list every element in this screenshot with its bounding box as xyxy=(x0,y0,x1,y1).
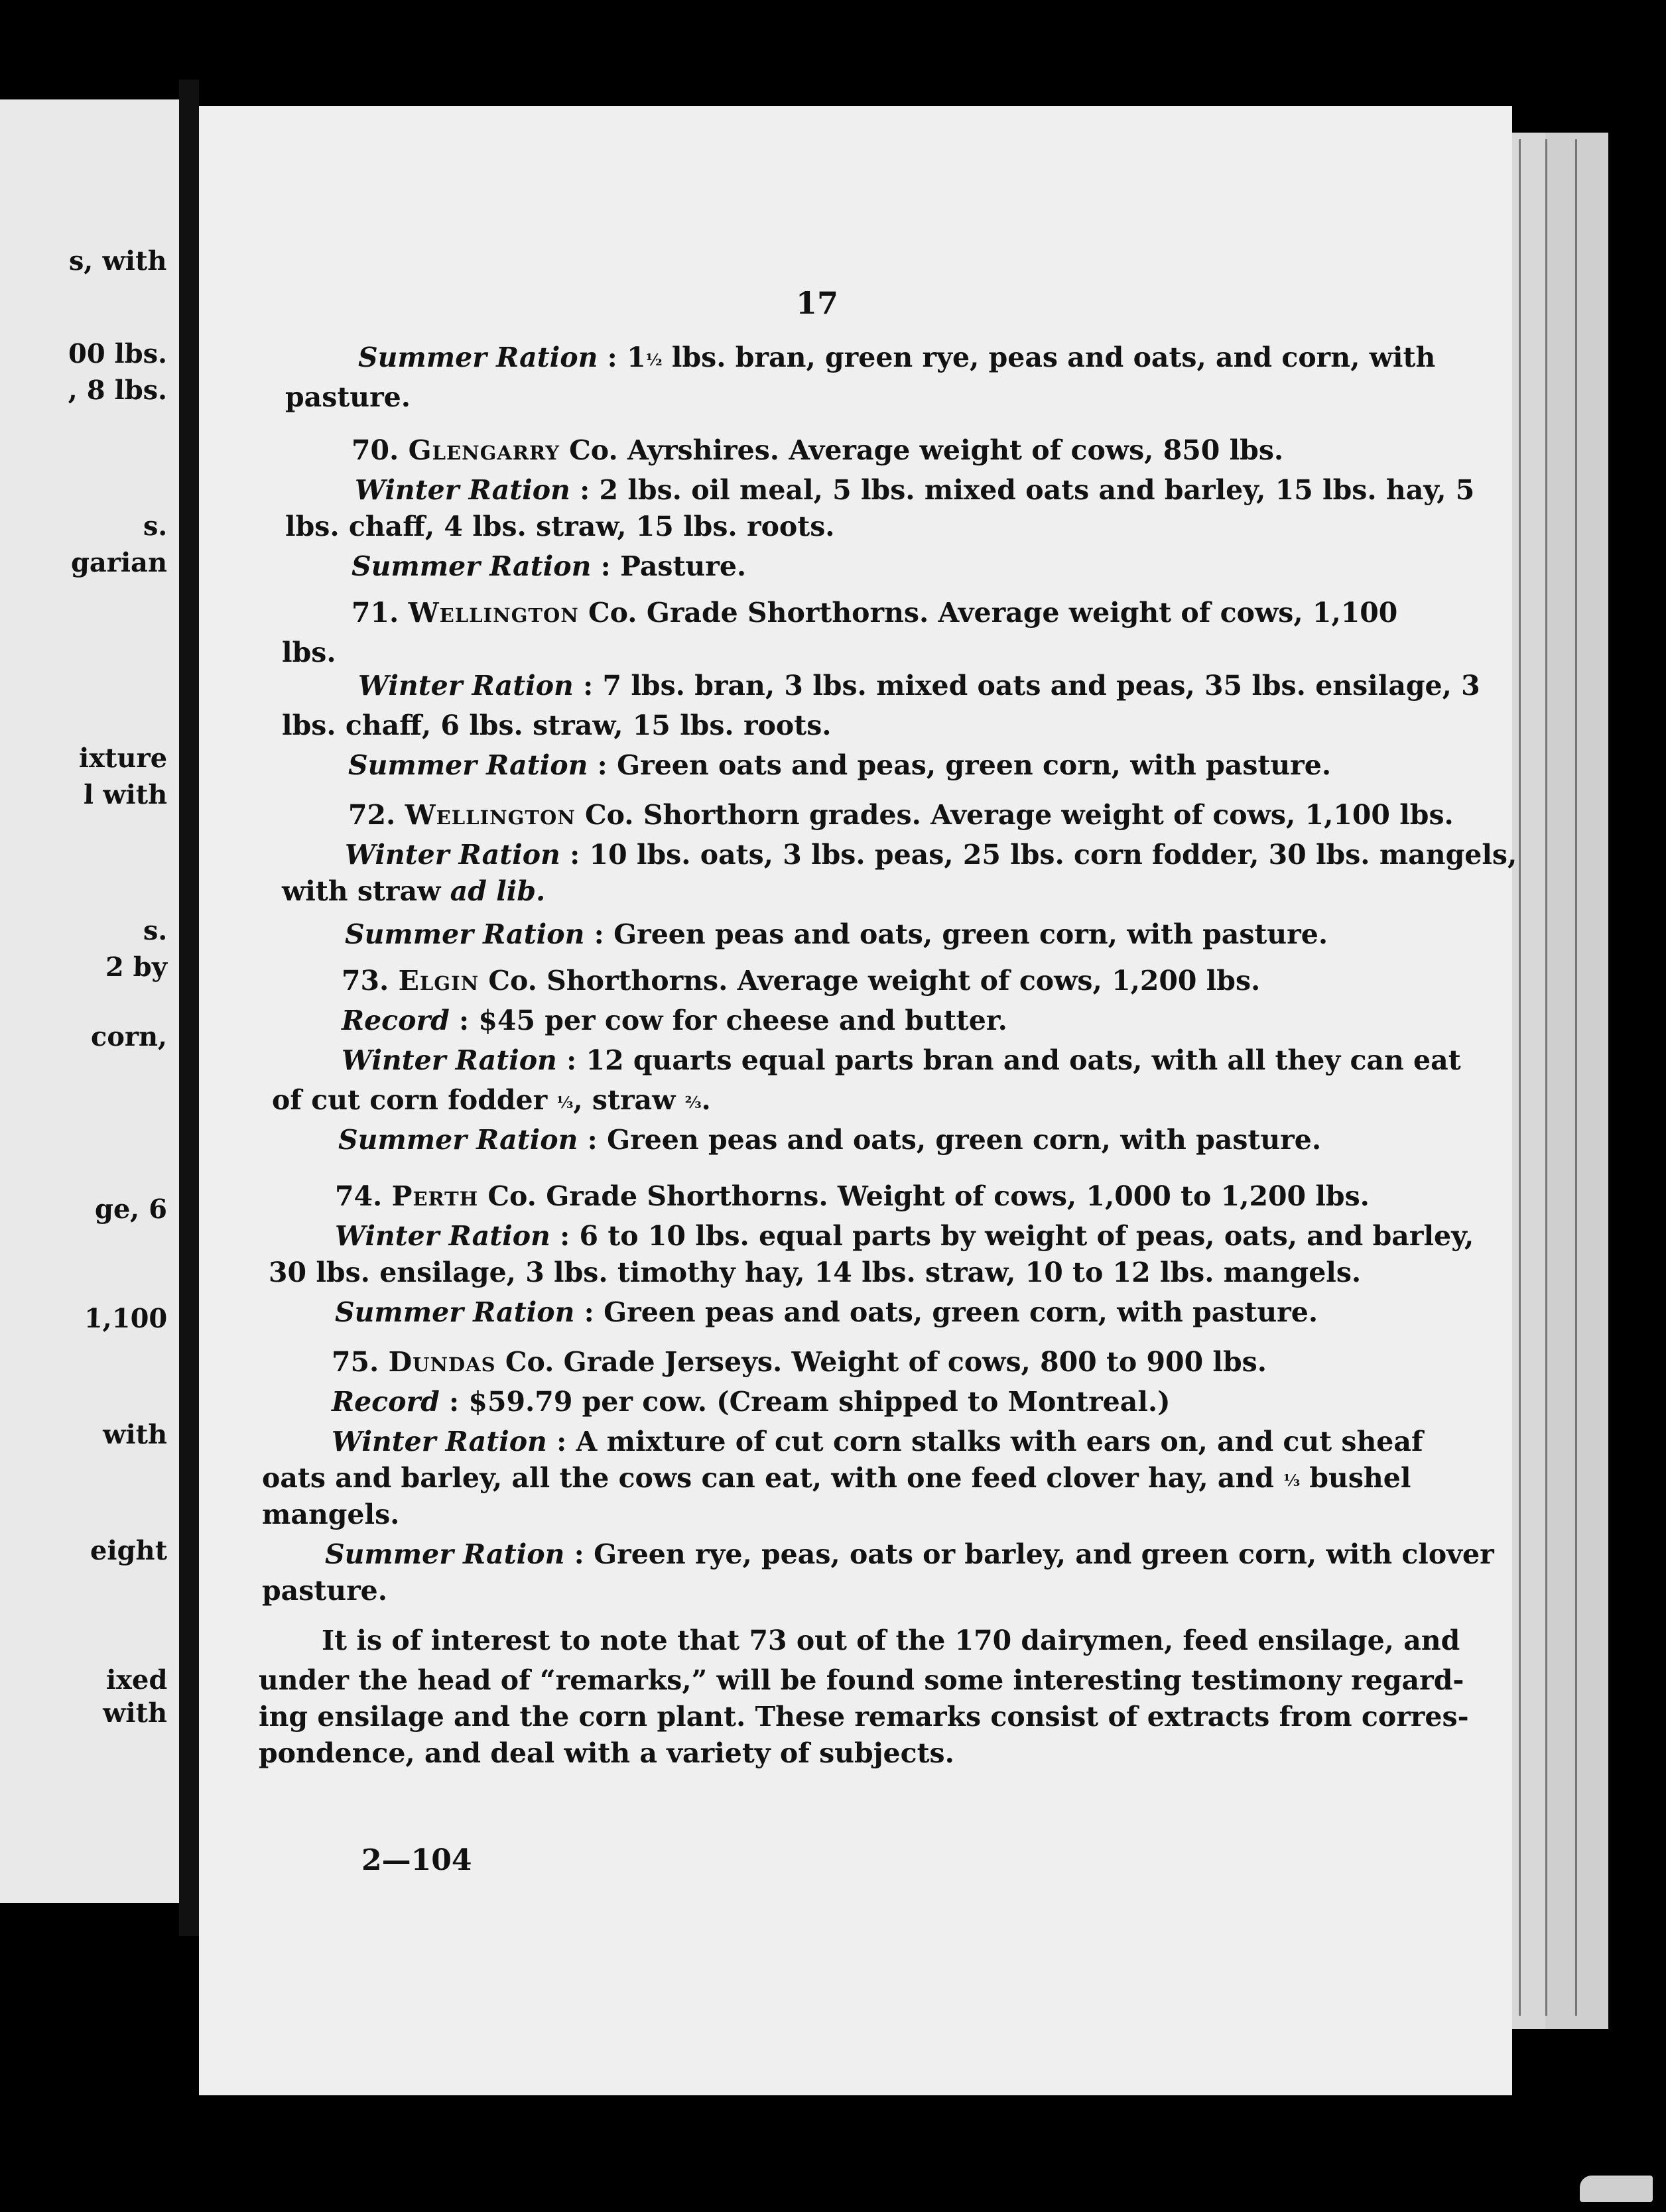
text-run: It is of interest to note that 73 out of the 170 dairymen, feed ensilage, and xyxy=(322,1625,1460,1656)
text-line xyxy=(332,1386,1171,1418)
text-run: pasture. xyxy=(285,381,411,413)
text-line xyxy=(262,1499,399,1530)
text-run: Co. Grade Shorthorns. Average weight of cows, 1,100 xyxy=(578,597,1398,629)
text-line xyxy=(352,597,1397,629)
text-run: . xyxy=(701,1084,711,1116)
text-line xyxy=(348,749,1331,781)
text-line xyxy=(259,1737,954,1769)
text-run: : A mixture of cut corn stalks with ears on, and cut sheaf xyxy=(546,1426,1423,1457)
text-run: : Green peas and oats, green corn, with pasture. xyxy=(584,918,1328,950)
left-page-fragment: ixture xyxy=(78,743,168,774)
text-run: : 12 quarts equal parts bran and oats, with all they can eat xyxy=(556,1044,1461,1076)
left-page xyxy=(0,99,179,1903)
text-run: : Green peas and oats, green corn, with pasture. xyxy=(574,1296,1318,1328)
text-run: lbs. chaff, 6 lbs. straw, 15 lbs. roots. xyxy=(282,709,832,741)
text-run: of cut corn fodder xyxy=(272,1084,557,1116)
text-line xyxy=(282,637,336,668)
page-edges xyxy=(1512,133,1545,2029)
fraction: ⅓ xyxy=(556,1092,574,1112)
ration-label: Winter Ration xyxy=(358,670,574,702)
text-run: : Green peas and oats, green corn, with pasture. xyxy=(578,1124,1322,1156)
text-run: : 1 xyxy=(598,341,646,373)
left-page-fragment: garian xyxy=(70,547,168,578)
text-line xyxy=(355,474,1474,506)
text-run: 30 lbs. ensilage, 3 lbs. timothy hay, 14 lbs. straw, 10 to 12 lbs. mangels. xyxy=(269,1257,1362,1288)
scan-artifact xyxy=(1580,2176,1653,2202)
text-run: 70. xyxy=(352,434,409,466)
left-page-fragment: ixed xyxy=(105,1664,168,1695)
text-run: pondence, and deal with a variety of subjects. xyxy=(259,1737,954,1769)
left-page-fragment: with xyxy=(102,1697,168,1729)
text-line xyxy=(322,1625,1460,1656)
ration-label: Summer Ration xyxy=(348,749,588,781)
text-run: 71. xyxy=(352,597,409,629)
text-line xyxy=(345,839,1517,871)
text-run: oats and barley, all the cows can eat, with one feed clover hay, and xyxy=(262,1462,1284,1494)
county-name: Elgin xyxy=(398,965,480,997)
left-page-fragment: eight xyxy=(90,1535,168,1566)
text-run: 75. xyxy=(332,1346,389,1378)
text-run: lbs. bran, green rye, peas and oats, and corn, with xyxy=(662,341,1436,373)
text-run: lbs. chaff, 4 lbs. straw, 15 lbs. roots. xyxy=(285,511,835,542)
text-run: ing ensilage and the corn plant. These remarks consist of extracts from corres- xyxy=(259,1701,1469,1733)
text-run: bushel xyxy=(1300,1462,1411,1494)
text-line xyxy=(342,965,1260,997)
text-run: : Green rye, peas, oats or barley, and green corn, with clover xyxy=(564,1538,1494,1570)
ration-label: Summer Ration xyxy=(345,918,585,950)
page-number: 17 xyxy=(796,285,839,321)
text-line xyxy=(282,875,545,907)
left-page-fragment: , 8 lbs. xyxy=(68,375,168,406)
left-page-fragment: s. xyxy=(143,915,168,946)
ration-label: ad lib. xyxy=(450,875,546,907)
left-page-fragment: 1,100 xyxy=(84,1303,168,1334)
text-line xyxy=(352,434,1283,466)
county-name: Wellington xyxy=(405,799,576,831)
ration-label: Winter Ration xyxy=(332,1426,547,1457)
text-run: with straw xyxy=(282,875,450,907)
text-line xyxy=(345,918,1328,950)
ration-label: Summer Ration xyxy=(338,1124,578,1156)
left-page-fragment: 00 lbs. xyxy=(68,338,168,369)
text-run: Co. Shorthorn grades. Average weight of cows, 1,100 lbs. xyxy=(575,799,1454,831)
text-line xyxy=(325,1538,1494,1570)
text-line xyxy=(269,1257,1361,1288)
text-run: Co. Ayrshires. Average weight of cows, 850 lbs. xyxy=(559,434,1284,466)
county-name: Wellington xyxy=(408,597,579,629)
signature-mark: 2—104 xyxy=(361,1843,472,1877)
text-run: : 2 lbs. oil meal, 5 lbs. mixed oats and barley, 15 lbs. hay, 5 xyxy=(570,474,1475,506)
text-run: , straw xyxy=(573,1084,685,1116)
text-line xyxy=(358,341,1435,373)
text-line xyxy=(259,1664,1464,1696)
text-line xyxy=(285,511,835,542)
county-name: Dundas xyxy=(388,1346,496,1378)
text-run: Co. Shorthorns. Average weight of cows, 1,200 lbs. xyxy=(479,965,1261,997)
fraction: ½ xyxy=(645,349,663,369)
text-line xyxy=(358,670,1480,702)
text-line xyxy=(342,1005,1007,1036)
text-line xyxy=(285,381,411,413)
text-line xyxy=(335,1180,1370,1212)
ration-label: Winter Ration xyxy=(335,1220,550,1252)
county-name: Perth xyxy=(391,1180,479,1212)
ration-label: Summer Ration xyxy=(325,1538,565,1570)
text-run: : Pasture. xyxy=(591,550,747,582)
ration-label: Winter Ration xyxy=(355,474,570,506)
left-page-fragment: corn, xyxy=(90,1021,168,1052)
text-run: 74. xyxy=(335,1180,392,1212)
text-run: lbs. xyxy=(282,637,336,668)
text-run: : $45 per cow for cheese and butter. xyxy=(449,1005,1007,1036)
left-page-fragment: with xyxy=(102,1419,168,1450)
page-edge-line xyxy=(1575,139,1577,2016)
left-page-fragment: s, with xyxy=(69,245,168,276)
text-run: mangels. xyxy=(262,1499,400,1530)
fraction: ⅓ xyxy=(1283,1470,1301,1490)
book-gutter xyxy=(179,80,199,1936)
text-run: 72. xyxy=(348,799,405,831)
text-run: : Green oats and peas, green corn, with pasture. xyxy=(588,749,1332,781)
text-line xyxy=(348,799,1454,831)
ration-label: Winter Ration xyxy=(342,1044,557,1076)
ration-label: Winter Ration xyxy=(345,839,560,871)
fraction: ⅔ xyxy=(684,1092,702,1112)
text-run: : 6 to 10 lbs. equal parts by weight of peas, oats, and barley, xyxy=(550,1220,1474,1252)
text-run: : $59.79 per cow. (Cream shipped to Montreal.) xyxy=(439,1386,1171,1418)
text-line xyxy=(335,1296,1318,1328)
ration-label: Record xyxy=(332,1386,440,1418)
text-run: Co. Grade Jerseys. Weight of cows, 800 to 900 lbs. xyxy=(495,1346,1267,1378)
left-page-fragment: s. xyxy=(143,511,168,542)
text-line xyxy=(335,1220,1474,1252)
text-run: : 10 lbs. oats, 3 lbs. peas, 25 lbs. corn fodder, 30 lbs. mangels, xyxy=(560,839,1517,871)
text-run: : 7 lbs. bran, 3 lbs. mixed oats and peas, 35 lbs. ensilage, 3 xyxy=(573,670,1480,702)
text-line xyxy=(282,709,832,741)
text-run: under the head of “remarks,” will be found some interesting testimony regard- xyxy=(259,1664,1464,1696)
left-page-fragment: 2 by xyxy=(105,952,168,983)
ration-label: Summer Ration xyxy=(335,1296,575,1328)
text-line xyxy=(332,1426,1423,1457)
left-page-fragment: l with xyxy=(83,779,168,810)
page-edge-line xyxy=(1519,139,1521,2016)
ration-label: Record xyxy=(342,1005,450,1036)
text-run: 73. xyxy=(342,965,399,997)
text-run: pasture. xyxy=(262,1575,388,1607)
text-line xyxy=(262,1575,387,1607)
text-line xyxy=(259,1701,1469,1733)
ration-label: Summer Ration xyxy=(352,550,592,582)
county-name: Glengarry xyxy=(408,434,560,466)
text-run: Co. Grade Shorthorns. Weight of cows, 1,000 to 1,200 lbs. xyxy=(478,1180,1370,1212)
ration-label: Summer Ration xyxy=(358,341,598,373)
text-line xyxy=(342,1044,1461,1076)
text-line xyxy=(272,1084,711,1116)
page-edge-line xyxy=(1545,139,1547,2016)
text-line xyxy=(262,1462,1411,1494)
text-line xyxy=(352,550,746,582)
text-line xyxy=(332,1346,1267,1378)
left-page-fragment: ge, 6 xyxy=(94,1194,168,1225)
text-line xyxy=(338,1124,1321,1156)
